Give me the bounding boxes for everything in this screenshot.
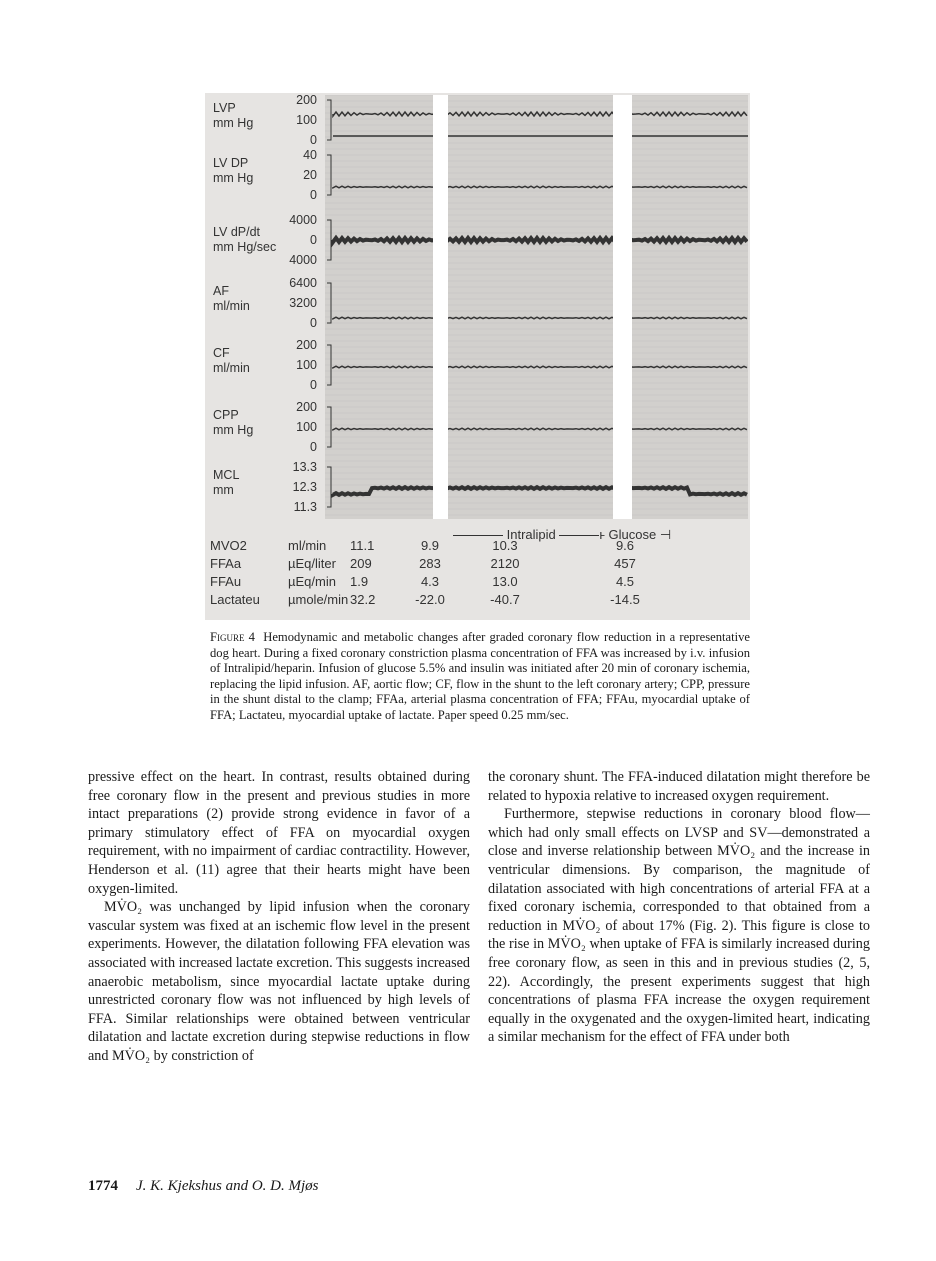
phase-marker-row: Intralipid ⱶ Glucose ⊣ (453, 527, 753, 543)
figure-caption (210, 630, 750, 724)
channel-name: AF (213, 284, 229, 298)
table-row-unit: ml/min (288, 538, 327, 553)
channel-name: CF (213, 346, 230, 360)
table-row-label: Lactateu (210, 592, 260, 607)
table-cell: -40.7 (490, 592, 520, 607)
axis-tick-label: 3200 (289, 296, 317, 310)
channel-label (213, 284, 250, 314)
axis-tick-label: 40 (303, 148, 317, 162)
channel-label (213, 101, 253, 131)
axis-tick-label: 0 (310, 133, 317, 147)
paragraph: Furthermore, stepwise reductions in coronary blood flow—which had only small effects on LVSP and SV—demonstrated a close and inverse relationship between MV̇O₂ and the increase in ventricular dimensions. By comparison, the magnitude of dilatation associated with high concentrations of arterial FFA at a fixed coronary ischemia, corresponded to that obtained from a reduction in MV̇O₂ of about 17% (Fig. 2). This figure is close to the rise in MV̇O₂ when uptake of FFA is similarly increased during free coronary flow, as seen in this and in previous studies (2, 5, 22). Accordingly, the present experiments suggest that high concentrations of plasma FFA increase the oxygen requirement equally in the oxygenated and the oxygen-limited heart, indicating a similar mechanism for the effect of FFA under both (488, 806, 870, 1046)
axis-tick-label: 20 (303, 168, 317, 182)
table-cell: 457 (614, 556, 636, 571)
chart-gap (613, 95, 632, 519)
channel-name: LVP (213, 101, 236, 115)
channel-unit: ml/min (213, 361, 250, 375)
table-cell: 32.2 (350, 592, 376, 607)
table-row-unit: µEq/liter (288, 556, 336, 571)
axis-tick-label: 100 (296, 420, 317, 434)
table-cell: 283 (419, 556, 441, 571)
channel-name: MCL (213, 468, 240, 482)
axis-tick-label: 200 (296, 400, 317, 414)
left-column (88, 768, 470, 1066)
page-footer (88, 1178, 319, 1195)
channel-name: LV dP/dt (213, 225, 261, 239)
table-cell: 4.5 (615, 574, 635, 589)
axis-tick-label: 4000 (289, 253, 317, 267)
axis-tick-label: 200 (296, 338, 317, 352)
axis-tick-label: 0 (310, 188, 317, 202)
table-row-label: FFAu (210, 574, 242, 589)
axis-tick-label: 0 (310, 233, 317, 247)
axis-tick-label: 4000 (289, 213, 317, 227)
channel-name: CPP (213, 408, 239, 422)
table-cell: 4.3 (420, 574, 440, 589)
right-column (488, 768, 870, 1047)
table-cell: 2120 (490, 556, 520, 571)
authors: J. K. Kjekshus and O. D. Mjøs (136, 1178, 319, 1194)
axis-tick-label: 100 (296, 113, 317, 127)
axis-tick-label: 100 (296, 358, 317, 372)
caption-text: Hemodynamic and metabolic changes after graded coronary flow reduction in a representative dog heart. During a fixed coronary constriction plasma concentration of FFA was increased by i.v. infusion of Intralipid/heparin. Infusion of glucose 5.5% and insulin was initiated after 20 min of coronary ischemia, replacing the lipid infusion. AF, aortic flow; CF, flow in the shunt to the left coronary artery; CPP, pressure in the shunt distal to the clamp; FFAa, arterial plasma concentration of FFA; FFAu, myocardial uptake of FFA; Lactateu, myocardial uptake of lactate. Paper speed 0.25 mm/sec. (210, 630, 750, 722)
table-cell: 9.9 (420, 538, 440, 553)
axis-tick-label: 13.3 (292, 460, 317, 474)
channel-unit: mm Hg (213, 423, 254, 437)
paragraph: MV̇O₂ was unchanged by lipid infusion when the coronary vascular system was fixed at an ischemic flow level in the present experiments. However, the dilatation following FFA elevation was associated with increased lactate excretion. This suggests increased anaerobic metabolism, since myocardial lactate uptake during unrestricted coronary flow was not influenced by high levels of FFA. Similar relationships were obtained between ventricular dilatation and lactate excretion during stepwise reductions in flow and MV̇O₂ by constriction of (88, 899, 470, 1064)
channel-unit: mm Hg (213, 171, 254, 185)
figure-4 (205, 93, 750, 620)
axis-tick-label: 0 (310, 378, 317, 392)
channel-unit: mm Hg (213, 116, 254, 130)
axis-tick-label: 200 (296, 93, 317, 107)
channel-label (213, 408, 253, 438)
axis-tick-label: 6400 (289, 276, 317, 290)
channel-label (213, 346, 250, 376)
table-row-unit: µEq/min (288, 574, 336, 589)
table-cell: 13.0 (492, 574, 518, 589)
channel-name: LV DP (213, 156, 249, 170)
recording-traces (325, 95, 748, 519)
glucose-label: Glucose (608, 527, 657, 542)
page-number: 1774 (88, 1178, 118, 1194)
channel-label (213, 468, 239, 498)
axis-tick-label: 0 (310, 440, 317, 454)
table-row-label: FFAa (210, 556, 242, 571)
channel-unit: mm (213, 483, 234, 497)
chart-gap (433, 95, 448, 519)
paragraph: pressive effect on the heart. In contrast, results obtained during free coronary flow in the present and previous studies in more intact preparations (2) provide strong evidence in favor of a primary stimulatory effect of FFA on myocardial oxygen requirement, with no impairment of cardiac contractility. However, Henderson et al. (11) agree that their hearts might have been oxygen-limited. (88, 769, 470, 897)
channel-label (213, 156, 253, 186)
intralipid-label: Intralipid (506, 527, 556, 542)
table-cell: -22.0 (415, 592, 445, 607)
axis-tick-label: 11.3 (293, 500, 317, 514)
table-cell: 11.1 (350, 538, 375, 553)
axis-tick-label: 12.3 (292, 480, 317, 494)
channel-unit: ml/min (213, 299, 250, 313)
channel-unit: mm Hg/sec (213, 240, 277, 254)
caption-label: Figure 4 (210, 630, 255, 644)
table-row-label: MVO2 (210, 538, 247, 553)
table-row-unit: µmole/min (288, 592, 349, 607)
table-cell: 9.6 (615, 538, 635, 553)
table-cell: -14.5 (610, 592, 640, 607)
table-cell: 1.9 (350, 574, 369, 589)
table-cell: 10.3 (492, 538, 518, 553)
axis-tick-label: 0 (310, 316, 317, 330)
table-cell: 209 (350, 556, 372, 571)
paragraph: the coronary shunt. The FFA-induced dilatation might therefore be related to hypoxia relative to increased oxygen requirement. (488, 769, 870, 804)
